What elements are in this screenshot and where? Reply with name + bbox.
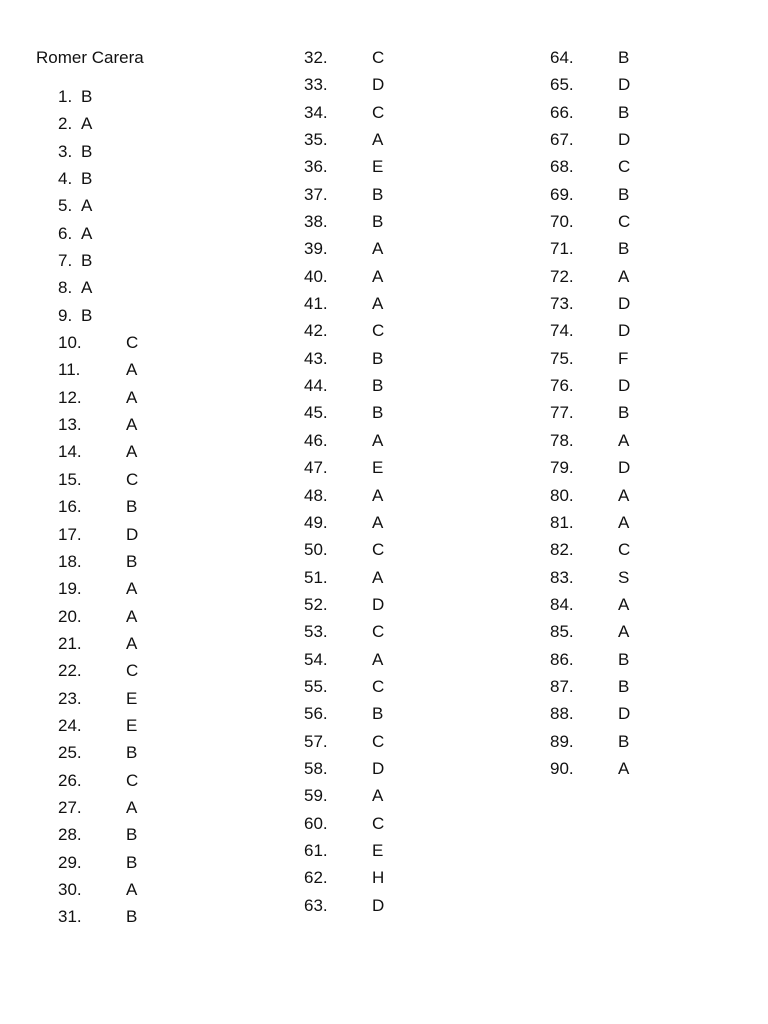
answer-letter: A — [126, 633, 138, 653]
question-number: 47. — [304, 458, 328, 478]
question-number: 43. — [304, 348, 328, 368]
question-number: 37. — [304, 184, 328, 204]
question-number: 15. — [58, 469, 82, 489]
answer-row — [550, 266, 630, 293]
answer-letter: A — [372, 239, 384, 259]
question-number: 33. — [304, 75, 328, 95]
answer-letter: A — [81, 196, 93, 216]
question-number: 4. — [58, 169, 73, 189]
answer-letter: D — [372, 758, 385, 778]
answer-row — [304, 758, 385, 785]
answer-row — [304, 129, 384, 156]
answer-letter: A — [372, 266, 384, 286]
question-number: 28. — [58, 825, 82, 845]
answer-letter: D — [618, 75, 631, 95]
answer-row — [58, 606, 138, 633]
answer-row — [304, 102, 385, 129]
answer-row — [550, 320, 631, 347]
question-number: 90. — [550, 758, 574, 778]
question-number: 10. — [58, 333, 82, 353]
answer-row — [550, 238, 630, 265]
answer-row — [304, 621, 385, 648]
answer-letter: D — [618, 458, 631, 478]
answer-row — [550, 129, 631, 156]
answer-row — [58, 332, 139, 359]
answer-row — [550, 74, 631, 101]
answer-letter: A — [618, 512, 630, 532]
question-number: 26. — [58, 770, 82, 790]
answer-row — [58, 414, 138, 441]
answer-letter: C — [618, 157, 631, 177]
answer-letter: F — [618, 348, 629, 368]
answer-row — [58, 223, 93, 250]
question-number: 24. — [58, 715, 82, 735]
answer-letter: B — [618, 102, 630, 122]
answer-row — [304, 430, 384, 457]
answer-letter: A — [126, 797, 138, 817]
answer-letter: A — [126, 442, 138, 462]
question-number: 20. — [58, 606, 82, 626]
question-number: 31. — [58, 907, 82, 927]
answer-row — [304, 47, 385, 74]
question-number: 34. — [304, 102, 328, 122]
question-number: 23. — [58, 688, 82, 708]
question-number: 8. — [58, 278, 73, 298]
answer-row — [58, 660, 139, 687]
question-number: 52. — [304, 594, 328, 614]
question-number: 62. — [304, 868, 328, 888]
answer-row — [550, 512, 630, 539]
question-number: 58. — [304, 758, 328, 778]
answer-letter: H — [372, 868, 385, 888]
question-number: 55. — [304, 676, 328, 696]
answer-letter: A — [372, 649, 384, 669]
question-number: 86. — [550, 649, 574, 669]
answer-letter: B — [618, 676, 630, 696]
answer-letter: B — [81, 305, 93, 325]
question-number: 77. — [550, 403, 574, 423]
answer-row — [304, 375, 384, 402]
answer-row — [304, 594, 385, 621]
answer-row — [304, 211, 384, 238]
question-number: 81. — [550, 512, 574, 532]
answer-row — [550, 348, 629, 375]
answer-row — [58, 551, 138, 578]
answer-letter: B — [372, 704, 384, 724]
answer-letter: A — [126, 579, 138, 599]
answer-column-1 — [58, 86, 139, 934]
answer-letter: C — [618, 540, 631, 560]
answer-letter: A — [372, 786, 384, 806]
answer-row — [58, 277, 93, 304]
answer-letter: D — [618, 294, 631, 314]
answer-letter: B — [81, 251, 93, 271]
answer-letter: B — [372, 348, 384, 368]
answer-row — [304, 512, 384, 539]
answer-letter: A — [126, 606, 138, 626]
question-number: 53. — [304, 622, 328, 642]
answer-letter: B — [126, 852, 138, 872]
answer-letter: C — [372, 731, 385, 751]
question-number: 44. — [304, 376, 328, 396]
answer-letter: B — [618, 649, 630, 669]
answer-row — [550, 567, 630, 594]
answer-row — [58, 359, 138, 386]
question-number: 82. — [550, 540, 574, 560]
question-number: 74. — [550, 321, 574, 341]
answer-letter: A — [618, 266, 630, 286]
answer-row — [58, 113, 93, 140]
answer-letter: C — [618, 212, 631, 232]
answer-row — [550, 47, 630, 74]
question-number: 72. — [550, 266, 574, 286]
answer-letter: C — [126, 469, 139, 489]
answer-letter: E — [372, 458, 384, 478]
answer-letter: B — [618, 239, 630, 259]
question-number: 27. — [58, 797, 82, 817]
answer-letter: B — [126, 825, 138, 845]
answer-letter: A — [372, 294, 384, 314]
question-number: 29. — [58, 852, 82, 872]
answer-letter: D — [372, 895, 385, 915]
answer-letter: A — [618, 485, 630, 505]
answer-letter: B — [618, 184, 630, 204]
answer-letter: A — [126, 360, 138, 380]
answer-row — [58, 86, 93, 113]
answer-row — [550, 293, 631, 320]
answer-letter: C — [372, 321, 385, 341]
answer-row — [304, 457, 384, 484]
answer-letter: B — [372, 403, 384, 423]
answer-row — [550, 430, 630, 457]
answer-letter: A — [81, 223, 93, 243]
answer-row — [58, 168, 93, 195]
question-number: 9. — [58, 305, 73, 325]
answer-letter: A — [372, 485, 384, 505]
answer-letter: A — [126, 415, 138, 435]
answer-column-2 — [304, 47, 385, 922]
question-number: 39. — [304, 239, 328, 259]
question-number: 19. — [58, 579, 82, 599]
answer-letter: C — [126, 661, 139, 681]
answer-letter: D — [618, 321, 631, 341]
question-number: 22. — [58, 661, 82, 681]
question-number: 42. — [304, 321, 328, 341]
student-name: Romer Carera — [36, 48, 144, 67]
answer-row — [304, 485, 384, 512]
answer-letter: E — [372, 840, 384, 860]
answer-row — [304, 320, 385, 347]
question-number: 71. — [550, 239, 574, 259]
question-number: 38. — [304, 212, 328, 232]
question-number: 69. — [550, 184, 574, 204]
question-number: 89. — [550, 731, 574, 751]
question-number: 64. — [550, 48, 574, 67]
question-number: 45. — [304, 403, 328, 423]
question-number: 1. — [58, 87, 73, 106]
answer-row — [550, 156, 631, 183]
answer-column-3 — [550, 47, 631, 785]
question-number: 40. — [304, 266, 328, 286]
answer-row — [58, 305, 93, 332]
answer-row — [304, 731, 385, 758]
question-number: 78. — [550, 430, 574, 450]
question-number: 21. — [58, 633, 82, 653]
answer-row — [58, 715, 138, 742]
answer-row — [304, 813, 385, 840]
answer-row — [58, 770, 139, 797]
answer-row — [550, 184, 630, 211]
question-number: 48. — [304, 485, 328, 505]
answer-row — [304, 785, 384, 812]
question-number: 7. — [58, 251, 73, 271]
answer-letter: B — [81, 169, 93, 189]
answer-letter: C — [126, 770, 139, 790]
answer-letter: D — [126, 524, 139, 544]
answer-row — [304, 539, 385, 566]
question-number: 76. — [550, 376, 574, 396]
answer-row — [58, 742, 138, 769]
answer-row — [58, 906, 138, 933]
answer-letter: S — [618, 567, 630, 587]
answer-letter: B — [372, 376, 384, 396]
question-number: 11. — [58, 360, 81, 380]
question-number: 50. — [304, 540, 328, 560]
answer-row — [550, 402, 630, 429]
answer-row — [304, 840, 384, 867]
answer-row — [304, 676, 385, 703]
answer-row — [550, 731, 630, 758]
answer-row — [550, 485, 630, 512]
answer-row — [304, 567, 384, 594]
answer-row — [550, 649, 630, 676]
answer-row — [550, 375, 631, 402]
question-number: 18. — [58, 551, 82, 571]
answer-row — [58, 852, 138, 879]
question-number: 12. — [58, 387, 82, 407]
answer-row — [304, 74, 385, 101]
answer-row — [58, 496, 138, 523]
answer-row — [550, 758, 630, 785]
answer-row — [58, 797, 138, 824]
answer-letter: B — [126, 551, 138, 571]
answer-letter: D — [372, 75, 385, 95]
answer-letter: A — [126, 879, 138, 899]
answer-letter: D — [372, 594, 385, 614]
answer-row — [58, 688, 138, 715]
answer-letter: D — [618, 130, 631, 150]
question-number: 80. — [550, 485, 574, 505]
question-number: 54. — [304, 649, 328, 669]
answer-letter: A — [372, 430, 384, 450]
question-number: 84. — [550, 594, 574, 614]
question-number: 51. — [304, 567, 328, 587]
answer-row — [304, 156, 384, 183]
question-number: 87. — [550, 676, 574, 696]
answer-letter: B — [372, 212, 384, 232]
answer-letter: C — [372, 813, 385, 833]
question-number: 16. — [58, 497, 82, 517]
answer-row — [304, 238, 384, 265]
question-number: 5. — [58, 196, 73, 216]
answer-letter: B — [618, 731, 630, 751]
answer-letter: B — [81, 87, 93, 106]
answer-row — [304, 703, 384, 730]
question-number: 6. — [58, 223, 73, 243]
answer-letter: C — [372, 622, 385, 642]
answer-letter: B — [126, 907, 138, 927]
answer-letter: B — [618, 48, 630, 67]
answer-row — [550, 457, 631, 484]
question-number: 61. — [304, 840, 328, 860]
question-number: 60. — [304, 813, 328, 833]
answer-letter: B — [126, 497, 138, 517]
question-number: 63. — [304, 895, 328, 915]
answer-row — [550, 621, 630, 648]
question-number: 57. — [304, 731, 328, 751]
answer-letter: C — [126, 333, 139, 353]
answer-row — [304, 293, 384, 320]
answer-letter: B — [372, 184, 384, 204]
answer-letter: A — [372, 567, 384, 587]
answer-row — [58, 469, 139, 496]
answer-letter: E — [126, 688, 138, 708]
answer-letter: A — [372, 512, 384, 532]
question-number: 49. — [304, 512, 328, 532]
answer-letter: B — [126, 743, 138, 763]
answer-row — [58, 387, 138, 414]
answer-letter: E — [372, 157, 384, 177]
question-number: 36. — [304, 157, 328, 177]
question-number: 85. — [550, 622, 574, 642]
answer-row — [58, 578, 138, 605]
answer-row — [58, 879, 138, 906]
answer-row — [550, 539, 631, 566]
answer-letter: A — [126, 387, 138, 407]
question-number: 25. — [58, 743, 82, 763]
answer-letter: A — [618, 758, 630, 778]
question-number: 68. — [550, 157, 574, 177]
question-number: 88. — [550, 704, 574, 724]
question-number: 2. — [58, 114, 73, 134]
answer-letter: A — [618, 430, 630, 450]
answer-row — [550, 703, 631, 730]
question-number: 35. — [304, 130, 328, 150]
answer-row — [58, 524, 139, 551]
answer-row — [550, 594, 630, 621]
answer-row — [304, 184, 384, 211]
question-number: 17. — [58, 524, 82, 544]
answer-letter: C — [372, 48, 385, 67]
question-number: 46. — [304, 430, 328, 450]
answer-row — [550, 211, 631, 238]
answer-letter: C — [372, 102, 385, 122]
answer-row — [58, 441, 138, 468]
question-number: 14. — [58, 442, 82, 462]
answer-letter: A — [81, 278, 93, 298]
answer-letter: A — [372, 130, 384, 150]
question-number: 66. — [550, 102, 574, 122]
question-number: 75. — [550, 348, 574, 368]
answer-row — [58, 824, 138, 851]
answer-row — [550, 676, 630, 703]
question-number: 79. — [550, 458, 574, 478]
question-number: 65. — [550, 75, 574, 95]
answer-row — [304, 266, 384, 293]
question-number: 83. — [550, 567, 574, 587]
answer-row — [304, 348, 384, 375]
answer-row — [58, 195, 93, 222]
answer-letter: A — [618, 622, 630, 642]
answer-letter: D — [618, 704, 631, 724]
answer-row — [304, 867, 385, 894]
answer-row — [58, 141, 93, 168]
question-number: 73. — [550, 294, 574, 314]
answer-row — [58, 250, 93, 277]
question-number: 56. — [304, 704, 328, 724]
answer-letter: A — [81, 114, 93, 134]
answer-letter: E — [126, 715, 138, 735]
question-number: 67. — [550, 130, 574, 150]
answer-letter: C — [372, 676, 385, 696]
question-number: 59. — [304, 786, 328, 806]
answer-row — [304, 649, 384, 676]
question-number: 13. — [58, 415, 82, 435]
question-number: 32. — [304, 48, 328, 67]
answer-letter: B — [618, 403, 630, 423]
question-number: 30. — [58, 879, 82, 899]
answer-letter: A — [618, 594, 630, 614]
answer-row — [550, 102, 630, 129]
answer-row — [304, 402, 384, 429]
answer-letter: C — [372, 540, 385, 560]
question-number: 70. — [550, 212, 574, 232]
answer-letter: D — [618, 376, 631, 396]
answer-row — [304, 895, 385, 922]
answer-letter: B — [81, 141, 93, 161]
answer-row — [58, 633, 138, 660]
question-number: 3. — [58, 141, 73, 161]
question-number: 41. — [304, 294, 328, 314]
